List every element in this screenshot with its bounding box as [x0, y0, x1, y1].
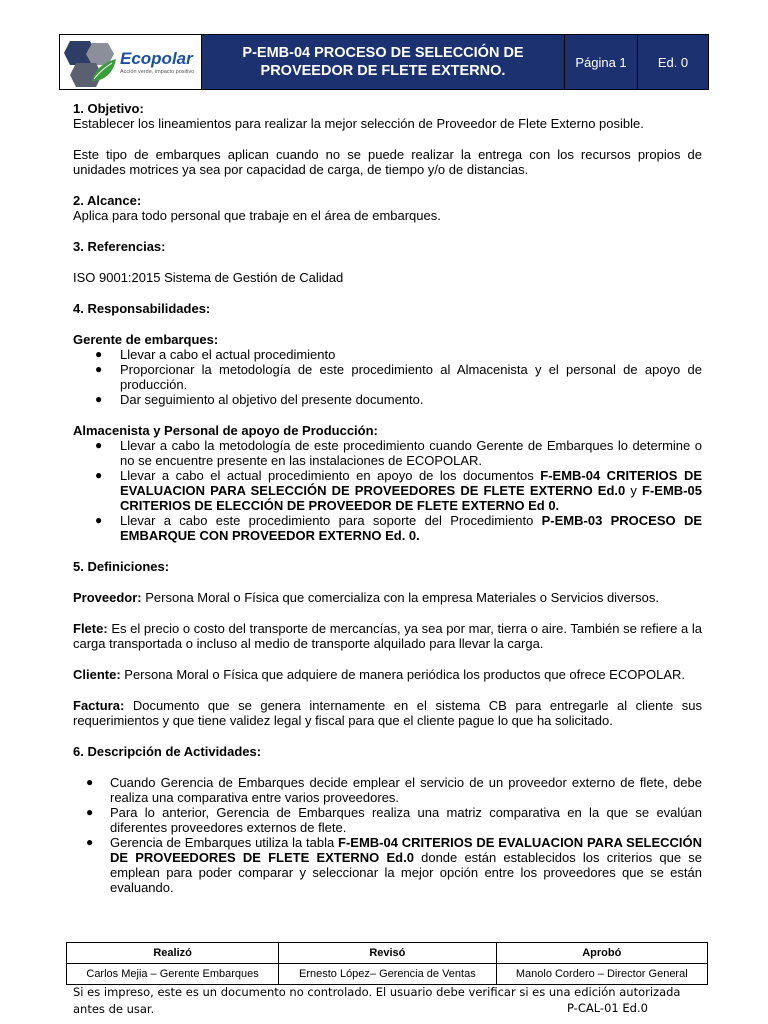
section-heading-actividades: 6. Descripción de Actividades:: [73, 744, 262, 759]
document-title: [202, 35, 565, 89]
almacenista-responsibilities-list: [73, 438, 702, 543]
bullet-icon: ●: [95, 392, 103, 406]
header-aprobo: Aprobó: [496, 943, 707, 964]
table-row: [67, 964, 708, 985]
table-row: [67, 943, 708, 964]
value-aprobo: Manolo Cordero – Director General: [496, 964, 707, 985]
list-item: ● Cuando Gerencia de Embarques decide emplear el servicio de un proveedor externo de flete, debe realiza una comparativa entre varios proveedores.: [86, 775, 702, 805]
footer-notice: Si es impreso, este es un documento no controlado. El usuario debe verificar si es una edición autorizada antes de usar.: [73, 985, 681, 1016]
bullet-icon: ●: [95, 468, 103, 482]
gerente-responsibilities-list: [73, 347, 702, 407]
section-heading-objetivo: 1. Objetivo:: [73, 101, 144, 116]
definition-cliente: Cliente: Persona Moral o Física que adquiere de manera periódica los productos que ofrece ECOPOLAR.: [73, 667, 686, 682]
section-heading-definiciones: 5. Definiciones:: [73, 559, 170, 574]
activities-list: [73, 775, 702, 895]
bullet-icon: ●: [95, 347, 103, 361]
list-item: ● Llevar a cabo este procedimiento para soporte del Procedimiento P-EMB-03 PROCESO DE EMBARQUE CON PROVEEDOR EXTERNO Ed. 0.: [95, 513, 702, 543]
alcance-text: Aplica para todo personal que trabaje en el área de embarques.: [73, 208, 441, 223]
list-item: ● Llevar a cabo el actual procedimiento en apoyo de los documentos F-EMB-04 CRITERIOS DE EVALUACION PARA SELECCIÓN DE PROVEEDORES DE FLETE EXTERNO Ed.0 y F-EMB-05 CRITERIOS DE ELECCIÓN DE PROVEEDOR DE FLETE EXTERNO Ed 0.: [95, 468, 702, 513]
role-gerente-embarques: Gerente de embarques:: [73, 332, 219, 347]
bullet-icon: ●: [95, 362, 103, 376]
approval-table: [66, 942, 708, 985]
section-heading-responsabilidades: 4. Responsabilidades:: [73, 301, 211, 316]
company-logo: [60, 35, 202, 89]
list-item: ● Llevar a cabo la metodología de este procedimiento cuando Gerente de Embarques lo determine o no se encuentre presente en las instalaciones de ECOPOLAR.: [95, 438, 702, 468]
objetivo-text-2: Este tipo de embarques aplican cuando no se puede realizar la entrega con los recursos propios de unidades motrices ya sea por capacidad de carga, de tiempo y/o de distancias.: [73, 147, 702, 177]
role-almacenista: Almacenista y Personal de apoyo de Producción:: [73, 423, 378, 438]
referencias-text: ISO 9001:2015 Sistema de Gestión de Calidad: [73, 270, 344, 285]
list-item: ● Llevar a cabo el actual procedimiento: [95, 347, 336, 362]
bullet-icon: ●: [86, 805, 94, 819]
logo-tagline: Acción verde, impacto positivo: [120, 69, 195, 75]
document-header: [59, 34, 709, 90]
logo-wordmark: Ecopolar: [120, 49, 193, 68]
list-item: ● Proporcionar la metodología de este procedimiento al Almacenista y el personal de apoyo de producción.: [95, 362, 702, 392]
edition-number: Ed. 0: [638, 35, 708, 89]
list-item: ● Para lo anterior, Gerencia de Embarques realiza una matriz comparativa en la que se evalúan diferentes proveedores externos de flete.: [86, 805, 702, 835]
section-heading-alcance: 2. Alcance:: [73, 193, 142, 208]
definition-proveedor: Proveedor: Persona Moral o Física que comercializa con la empresa Materiales o Servicios diversos.: [73, 590, 659, 605]
title-line-2: PROVEEDOR DE FLETE EXTERNO.: [260, 63, 506, 79]
bullet-icon: ●: [95, 438, 103, 452]
value-realizo: Carlos Mejia – Gerente Embarques: [67, 964, 279, 985]
bullet-icon: ●: [86, 835, 94, 849]
document-body: [73, 101, 702, 895]
objetivo-text: Establecer los lineamientos para realizar la mejor selección de Proveedor de Flete Externo posible.: [73, 116, 644, 131]
header-realizo: Realizó: [67, 943, 279, 964]
list-item: ● Gerencia de Embarques utiliza la tabla F-EMB-04 CRITERIOS DE EVALUACION PARA SELECCIÓN DE PROVEEDORES DE FLETE EXTERNO Ed.0 donde están establecidos los criterios que se emplean para poder comparar y seleccionar la mejor opción entre los proveedores que se están evaluando.: [86, 835, 702, 895]
header-reviso: Revisó: [279, 943, 496, 964]
bullet-icon: ●: [86, 775, 94, 789]
page-number: Página 1: [565, 35, 638, 89]
footer-code: P-CAL-01 Ed.0: [567, 1001, 648, 1015]
logo-hexagon-icon: [62, 37, 120, 89]
section-heading-referencias: 3. Referencias:: [73, 239, 166, 254]
title-line-1: P-EMB-04 PROCESO DE SELECCIÓN DE: [242, 45, 524, 61]
list-item: ● Dar seguimiento al objetivo del presente documento.: [95, 392, 424, 407]
definition-factura: Factura: Documento que se genera internamente en el sistema CB para entregarle al cliente sus requerimientos y que tiene validez legal y fiscal para que el cliente pague lo que ha solicitado.: [73, 698, 702, 728]
bullet-icon: ●: [95, 513, 103, 527]
value-reviso: Ernesto López– Gerencia de Ventas: [279, 964, 496, 985]
definition-flete: Flete: Es el precio o costo del transporte de mercancías, ya sea por mar, tierra o aire. También se refiere a la carga transportada o incluso al medio de transporte alquilado para llevar la carga.: [73, 621, 702, 651]
